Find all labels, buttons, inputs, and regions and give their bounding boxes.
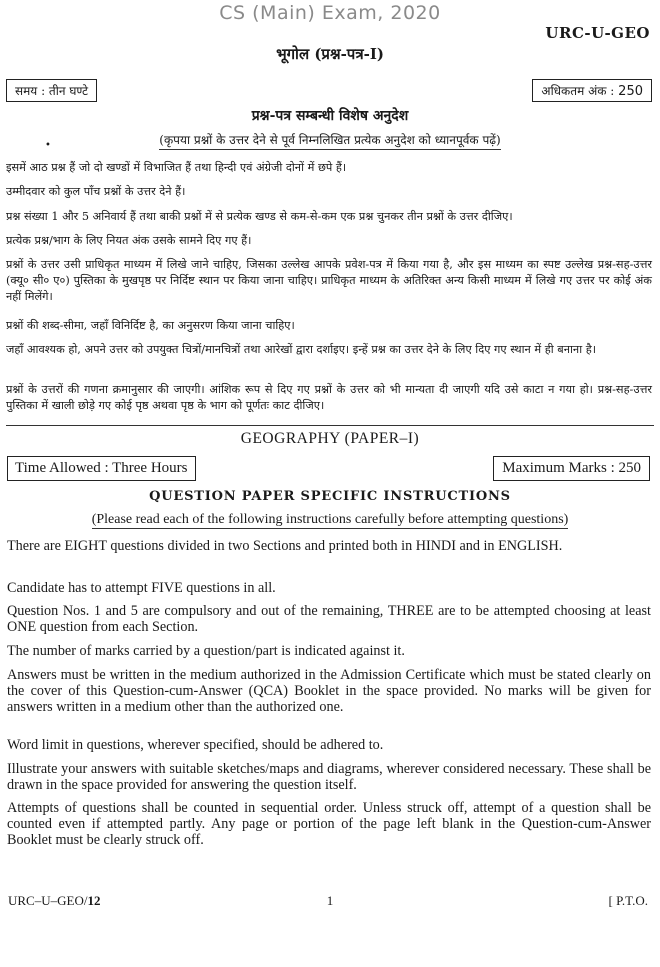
hindi-instruction-7: जहाँ आवश्यक हो, अपने उत्तर को उपयुक्त चित्रों/मानचित्रों तथा आरेखों द्वारा दर्शाइए। इन्हें प्रश्न का उत्तर देने के लिए दिए गए स्थान में ही बनाना है। [6, 343, 596, 356]
english-instruction-8: Attempts of questions shall be counted in sequential order. Unless struck off, attempt of a question shall be counted even if attempted partly. Any page or portion of the page left blank in the Question-cum-Answer Booklet must be clearly struck off. [7, 800, 651, 848]
page-number: 1 [326, 893, 334, 908]
hindi-instruction-5: प्रश्नों के उत्तर उसी प्राधिकृत माध्यम में लिखे जाने चाहिए, जिसका उल्लेख आपके प्रवेश-पत्र में किया गया है, और इस माध्यम का स्पष्ट उल्लेख प्रश्न-सह-उत्तर (क्यू० सी० ए०) पुस्तिका के मुखपृष्ठ पर निर्दिष्ट स्थान पर किया जाना चाहिए। प्राधिकृत माध्यम के अतिरिक्त अन्य किसी माध्यम में लिखे गए उत्तर पर कोई अंक नहीं मिलेंगे। [6, 258, 652, 303]
pto-marker: [ P.T.O. [608, 893, 648, 908]
english-please-read-text: (Please read each of the following instructions carefully before attempting questions) [91, 512, 569, 527]
time-allowed-hindi: समय : तीन घण्टे [6, 79, 97, 102]
footer-code-number: 12 [87, 893, 101, 908]
english-title: GEOGRAPHY (PAPER–I) [240, 430, 420, 447]
paper-code: URC-U-GEO [545, 24, 650, 42]
max-marks-hindi [532, 79, 652, 102]
hindi-instruction-4: प्रत्येक प्रश्न/भाग के लिए नियत अंक उसके सामने दिए गए हैं। [6, 234, 252, 247]
english-instructions-heading: QUESTION PAPER SPECIFIC INSTRUCTIONS [149, 489, 511, 504]
hindi-title: भूगोल (प्रश्न-पत्र-I) [276, 45, 384, 63]
english-instruction-3: Question Nos. 1 and 5 are compulsory and out of the remaining, THREE are to be attempted choosing at least ONE question from each Section. [7, 603, 651, 635]
hindi-instruction-3: प्रश्न संख्या 1 और 5 अनिवार्य हैं तथा बाकी प्रश्नों में से प्रत्येक खण्ड से कम-से-कम एक प्रश्न चुनकर तीन प्रश्नों के उत्तर दीजिए। [6, 210, 513, 223]
max-marks-hindi-value: 250 [618, 84, 643, 99]
section-divider [6, 425, 654, 426]
time-allowed-english: Time Allowed : Three Hours [7, 456, 196, 481]
english-please-read [0, 512, 660, 528]
exam-stamp: CS (Main) Exam, 2020 [219, 2, 441, 24]
english-instruction-1: There are EIGHT questions divided in two Sections and printed both in HINDI and in ENGLISH. [7, 538, 563, 554]
english-instruction-6: Word limit in questions, wherever specified, should be adhered to. [7, 737, 384, 753]
hindi-instruction-1: इसमें आठ प्रश्न हैं जो दो खण्डों में विभाजित हैं तथा हिन्दी एवं अंग्रेजी दोनों में छपे हैं। [6, 161, 347, 174]
max-marks-english: Maximum Marks : 250 [493, 456, 650, 481]
hindi-instructions-heading: प्रश्न-पत्र सम्बन्धी विशेष अनुदेश [251, 108, 409, 124]
hindi-instruction-8: प्रश्नों के उत्तरों की गणना क्रमानुसार की जाएगी। आंशिक रूप से दिए गए प्रश्नों के उत्तर को भी मान्यता दी जाएगी यदि उसे काटा न गया हो। प्रश्न-सह-उत्तर पुस्तिका में खाली छोड़े गए कोई पृष्ठ अथवा पृष्ठ के भाग को पूर्णतः काट दीजिए। [6, 383, 652, 412]
english-instruction-2: Candidate has to attempt FIVE questions in all. [7, 580, 276, 596]
max-marks-hindi-label: अधिकतम अंक : [541, 84, 619, 98]
hindi-instruction-6: प्रश्नों की शब्द-सीमा, जहाँ विनिर्दिष्ट है, का अनुसरण किया जाना चाहिए। [6, 319, 295, 332]
hindi-please-read [0, 131, 660, 148]
english-instruction-4: The number of marks carried by a question/part is indicated against it. [7, 643, 405, 659]
bullet-dot: • [45, 140, 51, 151]
hindi-please-read-text: (कृपया प्रश्नों के उत्तर देने से पूर्व निम्नलिखित प्रत्येक अनुदेश को ध्यानपूर्वक पढ़ें) [159, 133, 500, 150]
english-instruction-7: Illustrate your answers with suitable sketches/maps and diagrams, wherever considered necessary. These shall be drawn in the space provided for answering the question itself. [7, 761, 651, 793]
english-instruction-5: Answers must be written in the medium authorized in the Admission Certificate which must be stated clearly on the cover of this Question-cum-Answer (QCA) Booklet in the space provided. No marks will be given for answers written in a medium other than the authorized one. [7, 667, 651, 715]
hindi-instruction-2: उम्मीदवार को कुल पाँच प्रश्नों के उत्तर देने हैं। [6, 185, 186, 198]
footer-code-prefix: URC–U–GEO/ [8, 893, 88, 908]
